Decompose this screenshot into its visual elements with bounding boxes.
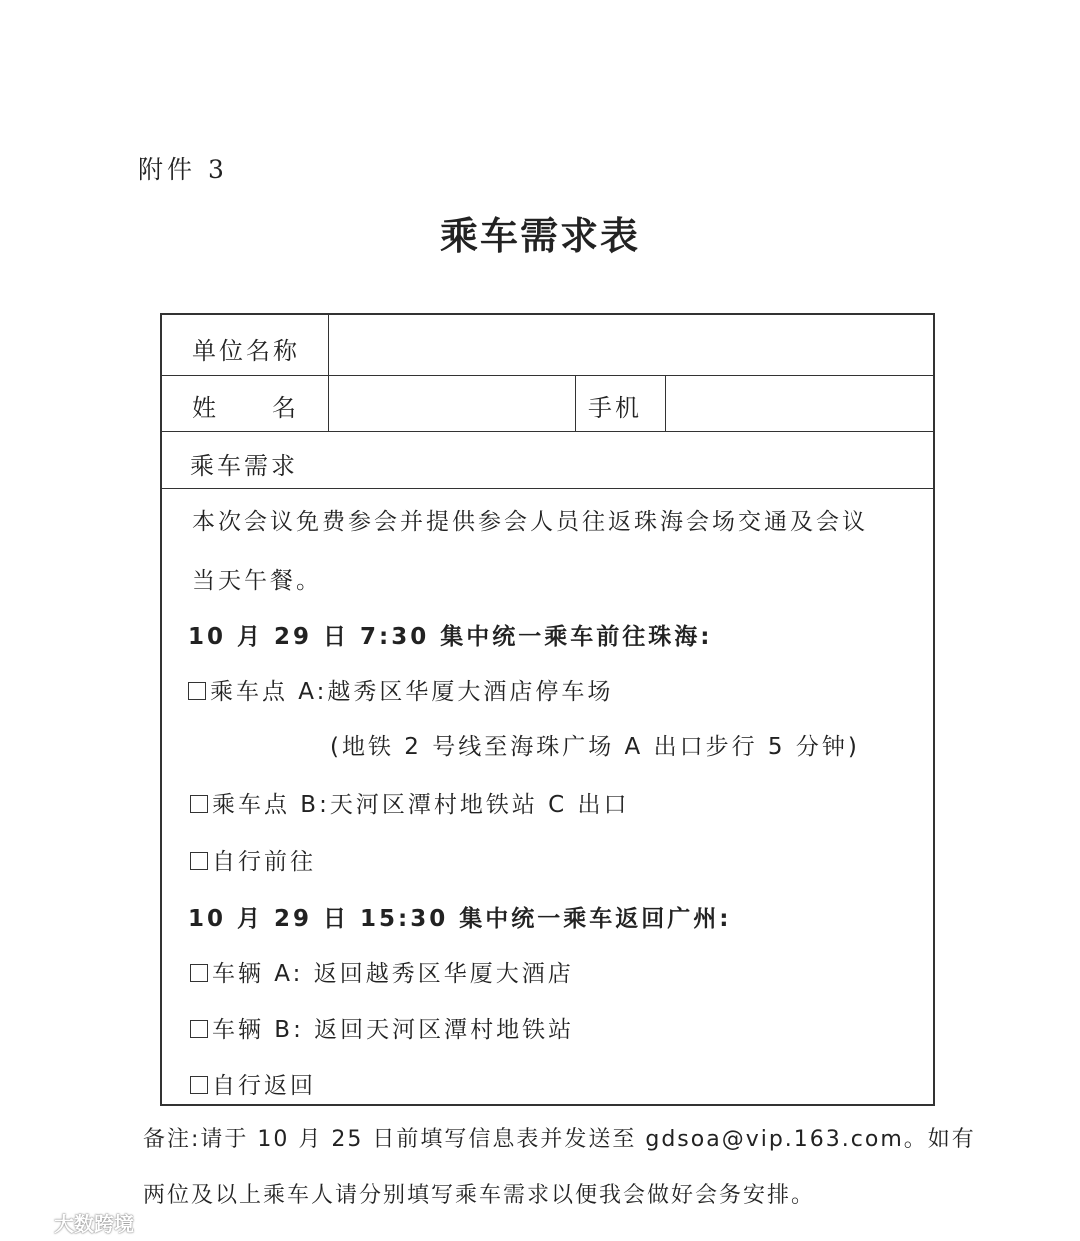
watermark-logo-icon — [10, 1212, 48, 1234]
intro-text-line2: 当天午餐。 — [192, 568, 322, 594]
remark-line1: 备注:请于 10 月 25 日前填写信息表并发送至 gdsoa@vip.163.com。如有 — [143, 1127, 976, 1152]
ride-need-label: 乘车需求 — [190, 452, 298, 480]
intro-text-line1: 本次会议免费参会并提供参会人员往返珠海会场交通及会议 — [192, 509, 868, 535]
watermark-text: 大数跨境 — [54, 1212, 134, 1236]
page-title: 乘车需求表 — [439, 214, 640, 258]
outbound-heading: 10 月 29 日 7:30 集中统一乘车前往珠海: — [188, 624, 713, 650]
outbound-option-a-note: (地铁 2 号线至海珠广场 A 出口步行 5 分钟) — [330, 734, 860, 760]
outbound-option-b[interactable] — [190, 786, 630, 819]
checkbox[interactable] — [190, 852, 208, 870]
option-label: 自行前往 — [212, 849, 316, 875]
column-divider — [575, 375, 576, 431]
checkbox[interactable] — [190, 795, 208, 813]
option-label: 自行返回 — [212, 1073, 316, 1099]
return-option-b[interactable] — [190, 1011, 574, 1044]
column-divider — [328, 315, 329, 431]
unit-name-label: 单位名称 — [192, 337, 300, 365]
name-label-part1: 姓 — [192, 394, 219, 422]
checkbox[interactable] — [188, 682, 206, 700]
option-label: 乘车点 B:天河区潭村地铁站 C 出口 — [212, 792, 630, 818]
phone-label: 手机 — [588, 394, 642, 422]
checkbox[interactable] — [190, 1020, 208, 1038]
ride-request-form — [160, 313, 935, 1106]
option-label: 车辆 B: 返回天河区潭村地铁站 — [212, 1017, 575, 1043]
unit-name-field[interactable] — [330, 317, 930, 373]
name-label-part2: 名 — [272, 394, 299, 422]
option-label: 乘车点 A:越秀区华厦大酒店停车场 — [210, 679, 614, 705]
row-divider — [162, 488, 933, 489]
option-label: 车辆 A: 返回越秀区华厦大酒店 — [212, 961, 574, 987]
phone-field[interactable] — [667, 377, 930, 429]
checkbox[interactable] — [190, 964, 208, 982]
return-option-self[interactable] — [190, 1067, 316, 1100]
outbound-option-self[interactable] — [190, 843, 316, 876]
watermark — [10, 1208, 134, 1237]
return-heading: 10 月 29 日 15:30 集中统一乘车返回广州: — [188, 906, 732, 932]
checkbox[interactable] — [190, 1076, 208, 1094]
return-option-a[interactable] — [190, 955, 574, 988]
name-field[interactable] — [330, 377, 573, 429]
row-divider — [162, 375, 933, 376]
remark-line2: 两位及以上乘车人请分别填写乘车需求以便我会做好会务安排。 — [143, 1183, 816, 1208]
attachment-label: 附件 3 — [138, 155, 228, 184]
outbound-option-a[interactable] — [188, 673, 613, 706]
row-divider — [162, 431, 933, 432]
column-divider — [665, 375, 666, 431]
